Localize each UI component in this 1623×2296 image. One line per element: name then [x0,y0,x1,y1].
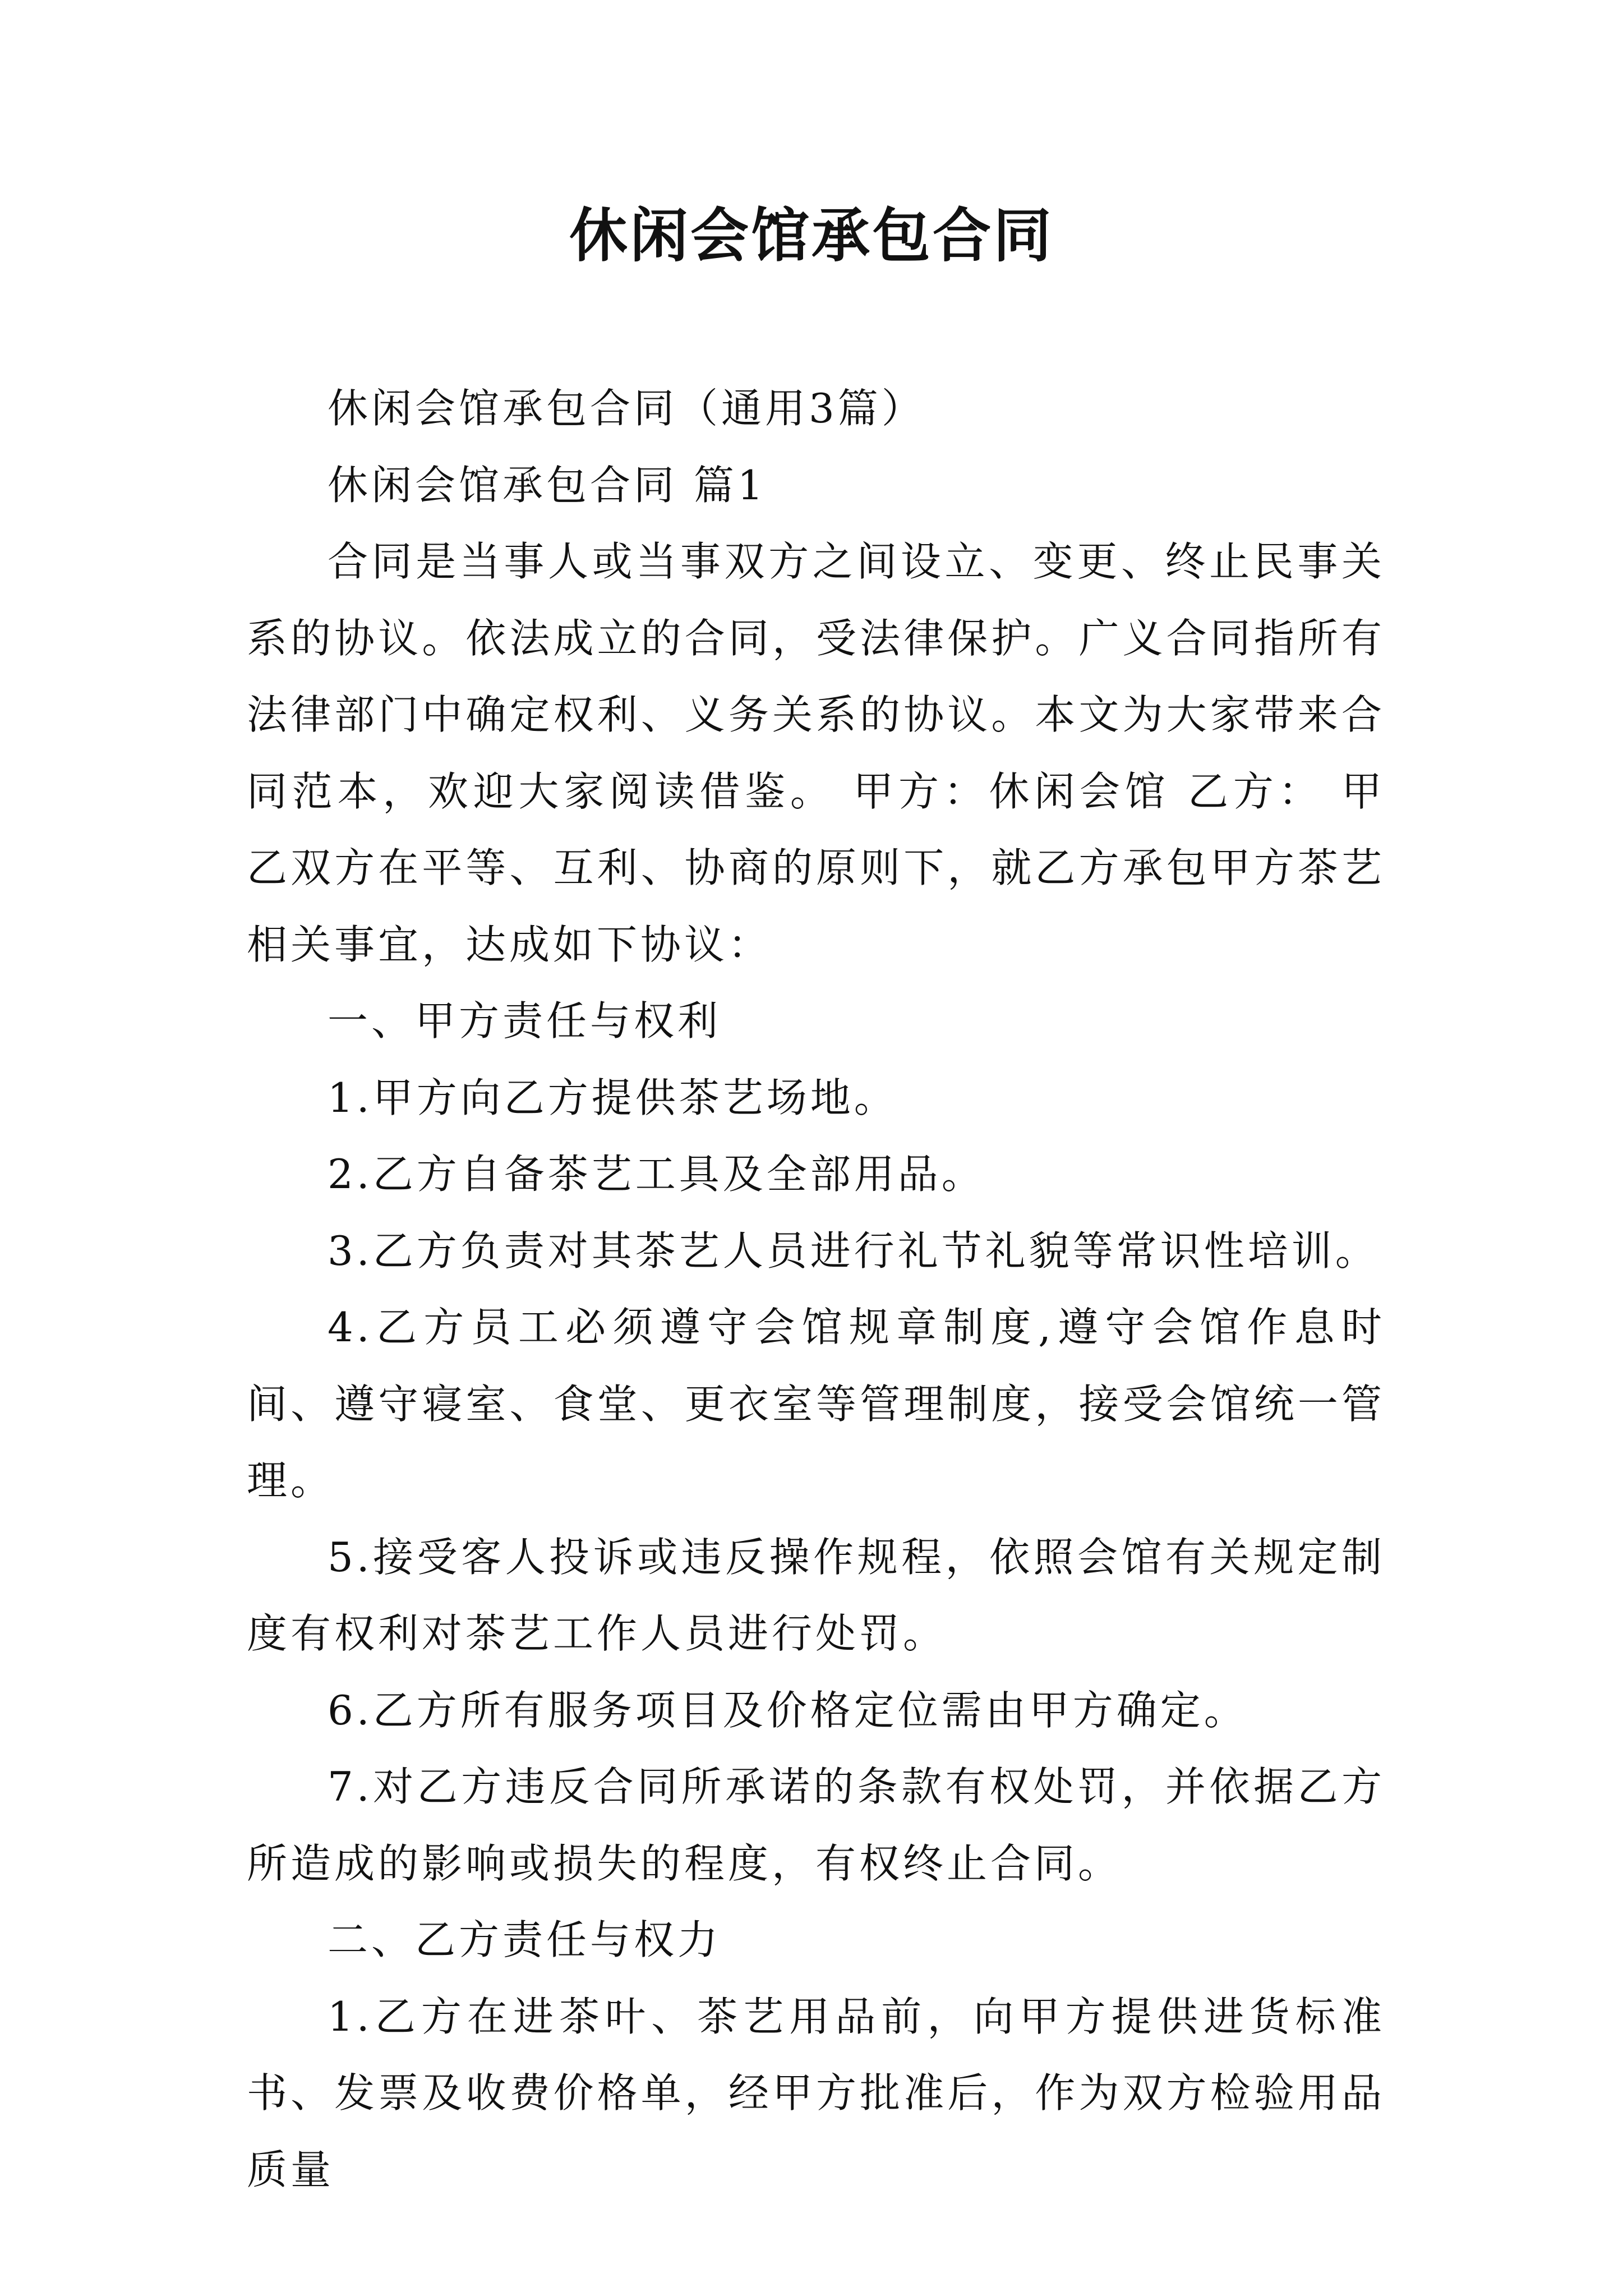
clause-a-7: 7.对乙方违反合同所承诺的条款有权处罚，并依据乙方所造成的影响或损失的程度，有权终止合同。 [247,1763,1385,1887]
clause-a-6: 6.乙方所有服务项目及价格定位需由甲方确定。 [328,1686,1248,1734]
clause-a-2: 2.乙方自备茶艺工具及全部用品。 [328,1151,985,1198]
document-title: 休闲会馆承包合同 [569,201,1054,270]
clause-a-5: 5.接受客人投诉或违反操作规程，依照会馆有关规定制度有权利对茶艺工作人员进行处罚。 [247,1533,1385,1657]
document-body [247,370,1385,2208]
subtitle-paragraph: 休闲会馆承包合同（通用3篇） [328,385,925,432]
clause-a-1: 1.甲方向乙方提供茶艺场地。 [328,1074,898,1121]
section-heading-party-a: 一、甲方责任与权利 [328,997,722,1045]
section-heading-party-b: 二、乙方责任与权力 [328,1916,722,1963]
section-heading-part-1: 休闲会馆承包合同 篇1 [328,461,767,509]
clause-a-4: 4.乙方员工必须遵守会馆规章制度,遵守会馆作息时间、遵守寝室、食堂、更衣室等管理制度，接受会馆统一管理。 [247,1304,1385,1504]
clause-b-1: 1.乙方在进茶叶、茶艺用品前，向甲方提供进货标准书、发票及收费价格单，经甲方批准后，作为双方检验用品质量 [247,1993,1385,2193]
intro-paragraph: 合同是当事人或当事双方之间设立、变更、终止民事关系的协议。依法成立的合同，受法律保护。广义合同指所有法律部门中确定权利、义务关系的协议。本文为大家带来合同范本，欢迎大家阅读借鉴。 甲方：休闲会馆 乙方： 甲乙双方在平等、互利、协商的原则下，就乙方承包甲方茶艺相关事宜，达成如下协议： [247,538,1385,968]
clause-a-3: 3.乙方负责对其茶艺人员进行礼节礼貌等常识性培训。 [328,1227,1379,1274]
